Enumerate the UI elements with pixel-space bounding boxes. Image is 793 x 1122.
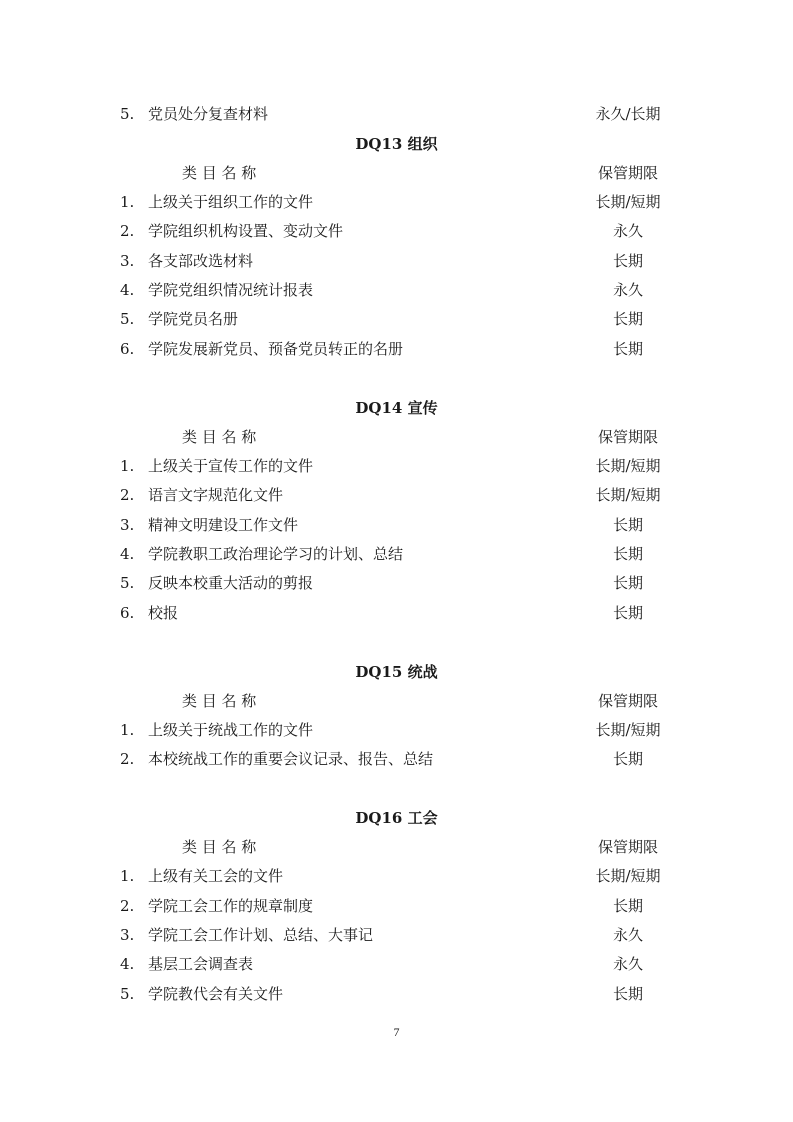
- item-retention-period: 长期: [612, 750, 643, 768]
- item-retention-period: 长期/短期: [595, 867, 661, 885]
- item-retention-period: 长期: [612, 516, 643, 534]
- item-number: 1.: [120, 193, 135, 211]
- column-header-name: 类 目 名 称: [182, 428, 257, 446]
- list-item: [0, 250, 793, 272]
- list-item: [0, 748, 793, 770]
- item-number: 2.: [120, 486, 135, 504]
- item-number: 5.: [120, 985, 135, 1003]
- list-item: [0, 338, 793, 360]
- item-name: 学院教职工政治理论学习的计划、总结: [148, 545, 404, 563]
- item-name: 学院组织机构设置、变动文件: [148, 222, 344, 240]
- item-number: 6.: [120, 340, 135, 358]
- item-retention-period: 长期: [612, 545, 643, 563]
- section-title: DQ15 统战: [355, 663, 438, 681]
- item-retention-period: 长期: [612, 604, 643, 622]
- list-item: [0, 103, 793, 125]
- item-number: 1.: [120, 721, 135, 739]
- section-title: DQ13 组织: [355, 135, 438, 153]
- item-number: 5.: [120, 574, 135, 592]
- item-name: 学院党员名册: [148, 310, 239, 328]
- list-item: [0, 602, 793, 624]
- item-name: 各支部改选材料: [148, 252, 254, 270]
- list-item: [0, 895, 793, 917]
- list-item: [0, 719, 793, 741]
- list-item: [0, 484, 793, 506]
- item-number: 3.: [120, 252, 135, 270]
- column-header-period: 保管期限: [597, 838, 658, 856]
- item-retention-period: 长期: [612, 985, 643, 1003]
- column-header-name: 类 目 名 称: [182, 164, 257, 182]
- item-number: 2.: [120, 897, 135, 915]
- item-name: 语言文字规范化文件: [148, 486, 284, 504]
- section-title: DQ16 工会: [355, 809, 438, 827]
- item-name: 学院工会工作计划、总结、大事记: [148, 926, 374, 944]
- item-retention-period: 永久: [612, 926, 643, 944]
- item-retention-period: 永久: [612, 955, 643, 973]
- list-item: [0, 865, 793, 887]
- list-item: [0, 279, 793, 301]
- item-name: 上级有关工会的文件: [148, 867, 284, 885]
- item-name: 基层工会调查表: [148, 955, 254, 973]
- list-item: [0, 983, 793, 1005]
- item-number: 3.: [120, 926, 135, 944]
- table-header: [0, 162, 793, 184]
- item-name: 学院教代会有关文件: [148, 985, 284, 1003]
- list-item: [0, 924, 793, 946]
- item-retention-period: 长期: [612, 340, 643, 358]
- item-number: 4.: [120, 955, 135, 973]
- item-name: 校报: [148, 604, 179, 622]
- section-title: DQ14 宣传: [355, 399, 438, 417]
- item-name: 反映本校重大活动的剪报: [148, 574, 314, 592]
- item-number: 4.: [120, 545, 135, 563]
- list-item: [0, 455, 793, 477]
- item-retention-period: 长期: [612, 897, 643, 915]
- item-name: 学院工会工作的规章制度: [148, 897, 314, 915]
- column-header-period: 保管期限: [597, 692, 658, 710]
- list-item: [0, 572, 793, 594]
- item-name: 上级关于组织工作的文件: [148, 193, 314, 211]
- item-retention-period: 长期: [612, 252, 643, 270]
- column-header-name: 类 目 名 称: [182, 838, 257, 856]
- list-item: [0, 220, 793, 242]
- item-number: 5.: [120, 310, 135, 328]
- item-name: 精神文明建设工作文件: [148, 516, 299, 534]
- list-item: [0, 953, 793, 975]
- item-retention-period: 长期/短期: [595, 486, 661, 504]
- table-header: [0, 426, 793, 448]
- item-retention-period: 永久/长期: [595, 105, 661, 123]
- list-item: [0, 191, 793, 213]
- table-header: [0, 836, 793, 858]
- item-name: 党员处分复查材料: [148, 105, 269, 123]
- item-retention-period: 长期: [612, 310, 643, 328]
- item-number: 1.: [120, 867, 135, 885]
- item-name: 学院党组织情况统计报表: [148, 281, 314, 299]
- item-number: 2.: [120, 750, 135, 768]
- item-retention-period: 永久: [612, 281, 643, 299]
- item-retention-period: 长期: [612, 574, 643, 592]
- item-retention-period: 长期/短期: [595, 193, 661, 211]
- list-item: [0, 543, 793, 565]
- item-number: 3.: [120, 516, 135, 534]
- item-retention-period: 长期/短期: [595, 457, 661, 475]
- list-item: [0, 514, 793, 536]
- item-number: 6.: [120, 604, 135, 622]
- item-number: 4.: [120, 281, 135, 299]
- item-retention-period: 永久: [612, 222, 643, 240]
- list-item: [0, 308, 793, 330]
- column-header-period: 保管期限: [597, 428, 658, 446]
- item-retention-period: 长期/短期: [595, 721, 661, 739]
- item-number: 1.: [120, 457, 135, 475]
- page-number: 7: [393, 1025, 400, 1039]
- item-number: 2.: [120, 222, 135, 240]
- item-name: 上级关于宣传工作的文件: [148, 457, 314, 475]
- item-name: 学院发展新党员、预备党员转正的名册: [148, 340, 404, 358]
- column-header-period: 保管期限: [597, 164, 658, 182]
- column-header-name: 类 目 名 称: [182, 692, 257, 710]
- table-header: [0, 690, 793, 712]
- item-name: 上级关于统战工作的文件: [148, 721, 314, 739]
- item-name: 本校统战工作的重要会议记录、报告、总结: [148, 750, 434, 768]
- item-number: 5.: [120, 105, 135, 123]
